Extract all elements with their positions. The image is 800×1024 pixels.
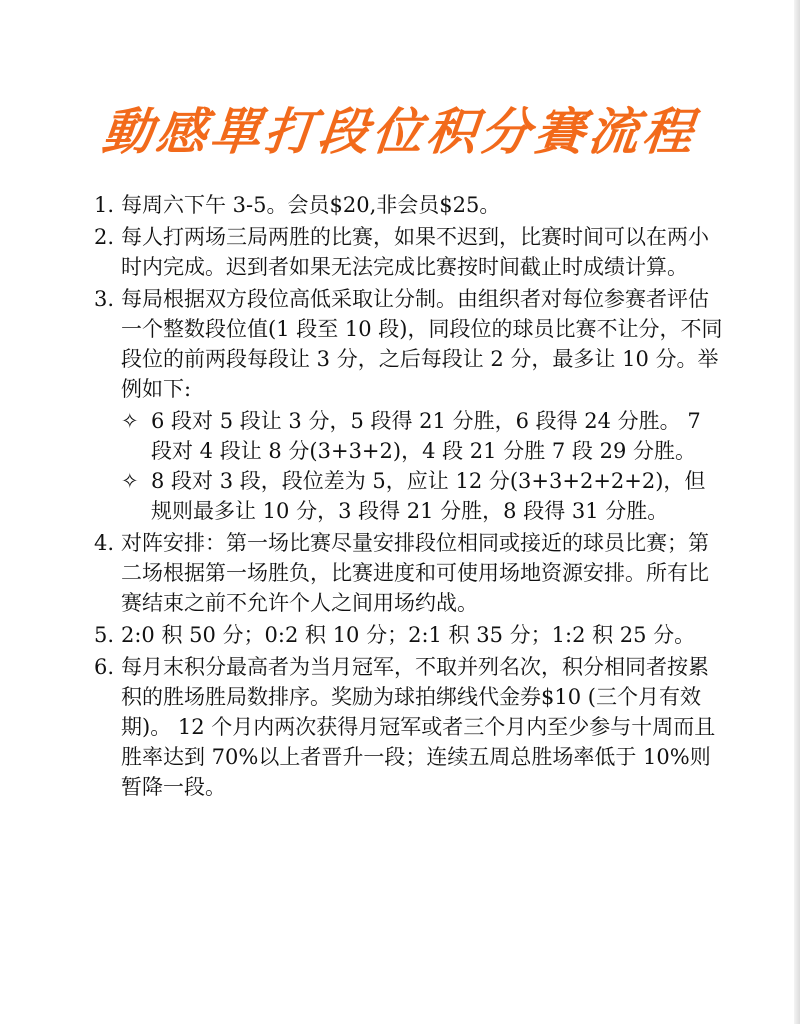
example-item <box>121 406 724 466</box>
rule-text: 对阵安排：第一场比赛尽量安排段位相同或接近的球员比赛；第二场根据第一场胜负，比赛进度和可使用场地资源安排。所有比赛结束之前不允许个人之间用场约战。 <box>121 531 709 615</box>
rule-text: 2:0 积 50 分；0:2 积 10 分；2:1 积 35 分；1:2 积 25 分。 <box>121 623 696 647</box>
rule-item <box>94 190 724 220</box>
example-text: 8 段对 3 段，段位差为 5，应让 12 分(3+3+2+2+2)，但规则最多让 10 分，3 段得 21 分胜，8 段得 31 分胜。 <box>151 469 706 523</box>
rule-item <box>94 620 724 650</box>
rule-number: 6. <box>94 655 115 679</box>
rule-number: 2. <box>94 225 115 249</box>
diamond-icon: ✧ <box>121 409 139 433</box>
rule-number: 1. <box>94 193 115 217</box>
rule-text: 每人打两场三局两胜的比赛，如果不迟到，比赛时间可以在两小时内完成。迟到者如果无法完成比赛按时间截止时成绩计算。 <box>121 225 709 279</box>
rule-number: 3. <box>94 287 115 311</box>
rule-text: 每周六下午 3-5。会员$20,非会员$25。 <box>121 193 501 217</box>
rule-number: 5. <box>94 623 115 647</box>
rule-item <box>94 222 724 282</box>
rules-list <box>94 190 724 804</box>
example-item <box>121 466 724 526</box>
example-list <box>121 406 724 526</box>
rule-text: 每月末积分最高者为当月冠军，不取并列名次，积分相同者按累积的胜场胜局数排序。奖励为球拍绑线代金券$10 (三个月有效期)。 12 个月内两次获得月冠军或者三个月内至少参与十周而且胜率达到 70%以上者晋升一段；连续五周总胜场率低于 10%则暂降一段。 <box>121 655 716 799</box>
rule-item <box>94 284 724 526</box>
page-title: 動感單打段位积分賽流程 <box>99 103 700 161</box>
rule-item <box>94 528 724 618</box>
rule-number: 4. <box>94 531 115 555</box>
rule-text: 每局根据双方段位高低采取让分制。由组织者对每位参赛者评估一个整数段位值(1 段至 10 段)，同段位的球员比赛不让分，不同段位的前两段每段让 3 分，之后每段让 2 分，最多让 10 分。举例如下: <box>121 287 723 401</box>
diamond-icon: ✧ <box>121 469 139 493</box>
example-text: 6 段对 5 段让 3 分，5 段得 21 分胜，6 段得 24 分胜。 7 段对 4 段让 8 分(3+3+2)，4 段 21 分胜 7 段 29 分胜。 <box>151 409 701 463</box>
rule-item <box>94 652 724 802</box>
